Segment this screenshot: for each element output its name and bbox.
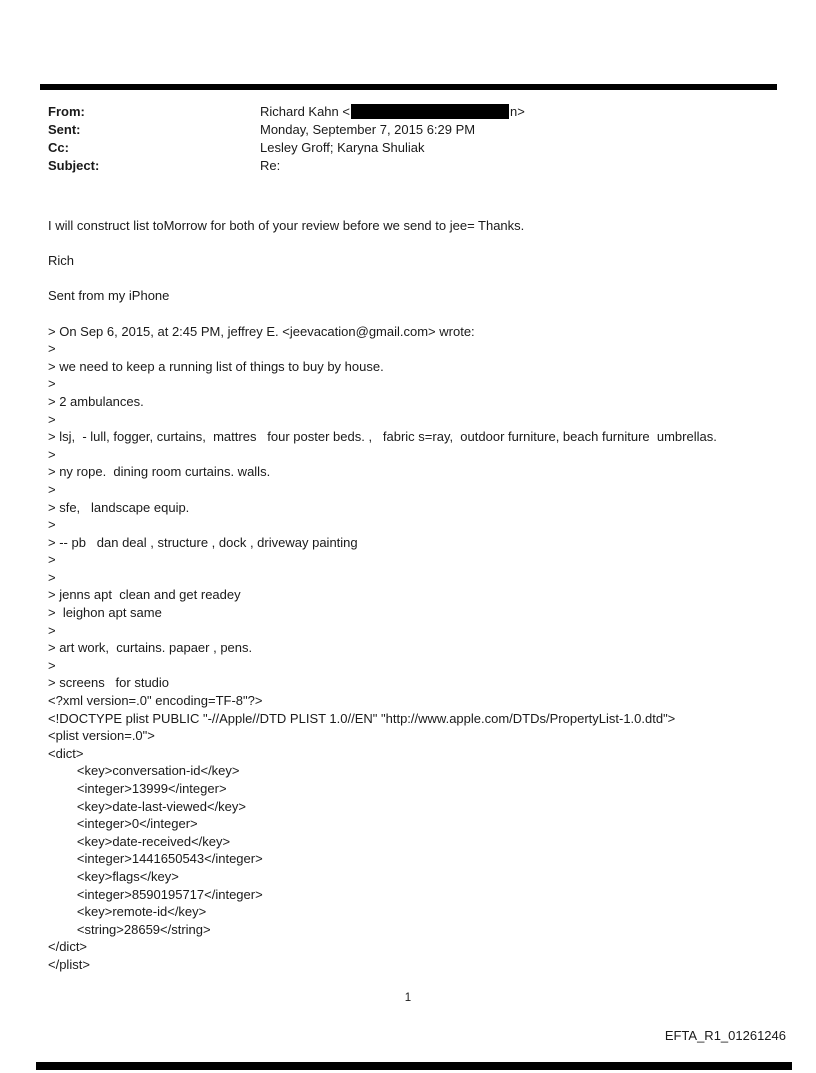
- body-line: <key>date-received</key>: [48, 833, 231, 849]
- body-line: <key>date-last-viewed</key>: [48, 798, 247, 814]
- body-line: <plist version=.0">: [48, 728, 155, 744]
- body-line: [48, 270, 778, 288]
- body-line: <?xml version=.0" encoding=TF-8"?>: [48, 693, 263, 709]
- body-line: >: [48, 376, 56, 392]
- body-line: >: [48, 657, 56, 673]
- body-line: <key>remote-id</key>: [48, 904, 207, 920]
- body-line: >: [48, 622, 56, 638]
- header-row-from: [48, 103, 768, 121]
- body-line: >: [48, 552, 56, 568]
- body-line: <integer>8590195717</integer>: [48, 886, 263, 902]
- body-line: <key>flags</key>: [48, 868, 179, 884]
- body-line: <integer>1441650543</integer>: [48, 851, 263, 867]
- subject-label: Subject:: [48, 158, 100, 173]
- body-line: Rich: [48, 253, 75, 269]
- redaction-bar: [351, 104, 509, 119]
- body-line: > -- pb dan deal , structure , dock , driveway painting: [48, 534, 358, 550]
- from-label: From:: [48, 104, 85, 119]
- email-body: [48, 217, 778, 974]
- body-line: <string>28659</string>: [48, 921, 211, 937]
- body-line: <key>conversation-id</key>: [48, 763, 240, 779]
- from-value: [260, 103, 768, 121]
- body-line: > art work, curtains. papaer , pens.: [48, 640, 253, 656]
- body-line: > leighon apt same: [48, 605, 162, 621]
- header-row-sent: [48, 121, 768, 139]
- body-line: >: [48, 569, 56, 585]
- footer-rule: [36, 1062, 792, 1070]
- body-line: </plist>: [48, 956, 90, 972]
- body-line: > 2 ambulances.: [48, 393, 144, 409]
- cc-value: Lesley Groff; Karyna Shuliak: [260, 140, 425, 155]
- body-line: [48, 235, 778, 253]
- header-divider-rule: [40, 84, 777, 90]
- body-line: >: [48, 411, 56, 427]
- body-line: > screens for studio: [48, 675, 170, 691]
- from-value-suffix: n>: [509, 104, 525, 119]
- body-line: >: [48, 481, 56, 497]
- body-line: > On Sep 6, 2015, at 2:45 PM, jeffrey E. <jeevacation@gmail.com> wrote:: [48, 323, 475, 339]
- body-line: > lsj, - lull, fogger, curtains, mattres four poster beds. , fabric s=ray, outdoor furniture, beach furniture umbrellas.: [48, 429, 717, 445]
- body-line: >: [48, 446, 56, 462]
- body-line: > ny rope. dining room curtains. walls.: [48, 464, 271, 480]
- body-line: [48, 305, 778, 323]
- header-row-subject: [48, 157, 768, 175]
- email-header: [48, 103, 768, 175]
- header-row-cc: [48, 139, 768, 157]
- body-line: </dict>: [48, 939, 88, 955]
- page-number: 1: [404, 992, 412, 1004]
- body-line: <!DOCTYPE plist PUBLIC "-//Apple//DTD PLIST 1.0//EN" "http://www.apple.com/DTDs/PropertyList-1.0.dtd">: [48, 710, 676, 726]
- sent-value: Monday, September 7, 2015 6:29 PM: [260, 122, 476, 137]
- sent-label: Sent:: [48, 122, 81, 137]
- cc-label: Cc:: [48, 140, 69, 155]
- body-line: > jenns apt clean and get readey: [48, 587, 241, 603]
- body-line: Sent from my iPhone: [48, 288, 170, 304]
- body-line: >: [48, 341, 56, 357]
- from-value-prefix: Richard Kahn <: [260, 104, 350, 119]
- body-line: >: [48, 517, 56, 533]
- body-line: > we need to keep a running list of things to buy by house.: [48, 358, 384, 374]
- subject-value: Re:: [260, 158, 281, 173]
- body-line: I will construct list toMorrow for both of your review before we send to jee= Thanks.: [48, 218, 525, 233]
- body-line: <integer>13999</integer>: [48, 781, 227, 796]
- body-line: <integer>0</integer>: [48, 816, 198, 832]
- body-line: <dict>: [48, 745, 84, 761]
- body-line: > sfe, landscape equip.: [48, 499, 190, 515]
- bates-number: EFTA_R1_01261246: [664, 1028, 786, 1043]
